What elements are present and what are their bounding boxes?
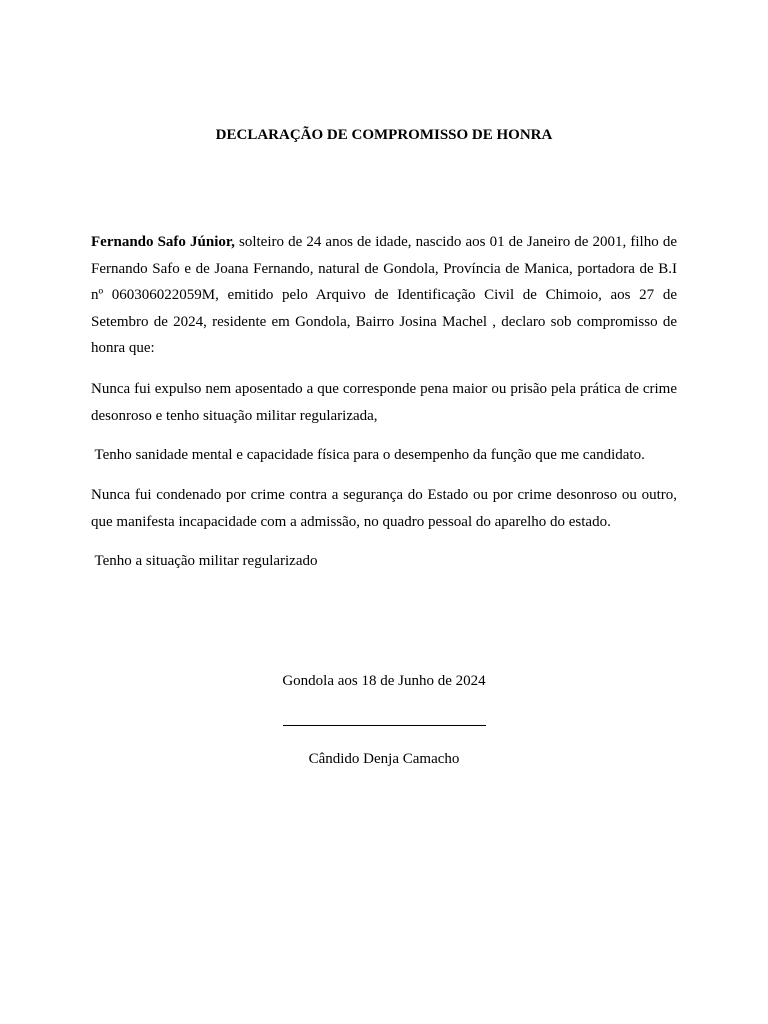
- paragraph-mental-health-text: Tenho sanidade mental e capacidade física para o desempenho da função que me candidato.: [91, 447, 645, 463]
- paragraph-military: [91, 548, 677, 575]
- place-and-date: Gondola aos 18 de Junho de 2024: [282, 673, 486, 689]
- paragraph-no-expulsion: [91, 376, 677, 429]
- declarant-name: Fernando Safo Júnior,: [91, 234, 235, 250]
- identification-text: solteiro de 24 anos de idade, nascido aos 01 de Janeiro de 2001, filho de Fernando Safo e de Joana Fernando, natural de Gondola, Província de Manica, portadora de B.I nº 060306022059M, emitido pelo Arquivo de Identificação Civil de Chimoio, aos 27 de Setembro de 2024, residente em Gondola, Bairro Josina Machel , declaro sob compromisso de honra que:: [91, 234, 677, 356]
- paragraph-no-conviction: [91, 482, 677, 535]
- paragraph-no-expulsion-text: Nunca fui expulso nem aposentado a que corresponde pena maior ou prisão pela prática de crime desonroso e tenho situação militar regularizada,: [91, 381, 677, 424]
- paragraph-no-conviction-text: Nunca fui condenado por crime contra a segurança do Estado ou por crime desonroso ou outro, que manifesta incapacidade com a admissão, no quadro pessoal do aparelho do estado.: [91, 487, 677, 530]
- signer-name: Cândido Denja Camacho: [308, 751, 460, 767]
- paragraph-identification: [91, 229, 677, 362]
- paragraph-military-text: Tenho a situação militar regularizado: [91, 553, 318, 569]
- paragraph-mental-health: [91, 442, 677, 469]
- document-title: DECLARAÇÃO DE COMPROMISSO DE HONRA: [215, 127, 553, 143]
- signature-line: [283, 725, 486, 726]
